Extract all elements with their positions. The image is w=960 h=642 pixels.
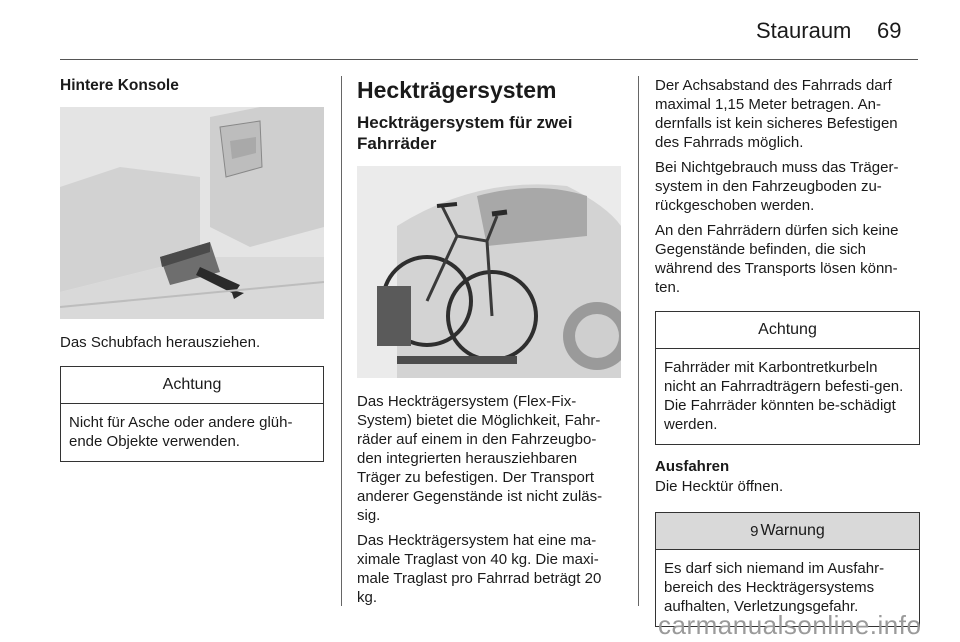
- caution-box: [60, 366, 324, 462]
- caution-title: Achtung: [61, 367, 323, 404]
- extend-subheading: Ausfahren: [655, 458, 730, 475]
- carrier-description: Das Heckträgersystem (Flex-Fix-System) bietet die Möglichkeit, Fahr-räder auf einem in den Fahrzeugbo-den integrierten herausziehbaren Träger zu befestigen. Der Transport anderer Gegenstände ist nicht zuläs-sig.: [357, 393, 603, 524]
- warning-triangle-icon: 9: [750, 522, 759, 540]
- rear-console-drawer-image: [60, 107, 324, 319]
- column-1: [60, 76, 324, 462]
- two-bike-carrier-subheading: Heckträgersystem für zwei Fahrräder: [357, 113, 573, 153]
- caution-text: Fahrräder mit Karbontretkurbeln nicht an Fahrradträgern befesti-gen. Die Fahrräder könnten be-schädigt werden.: [664, 359, 904, 433]
- warning-text: Es darf sich niemand im Ausfahr-bereich des Heckträgersystems aufhalten, Verletzungsgefahr.: [664, 560, 885, 615]
- warning-title: Warnung: [760, 522, 825, 539]
- page-header-title: Stauraum: [756, 18, 852, 43]
- warning-header: [656, 513, 919, 550]
- axle-distance-text: Der Achsabstand des Fahrrads darf maximal 1,15 Meter betragen. An-dernfalls ist kein sicheres Befestigen des Fahrrads möglich.: [655, 77, 898, 151]
- loose-objects-text: An den Fahrrädern dürfen sich keine Gegenstände befinden, die sich während des Transports lösen könn-ten.: [655, 222, 899, 296]
- header-rule: [60, 59, 918, 60]
- drawer-caption: Das Schubfach herausziehen.: [60, 334, 261, 351]
- caution-box-carbon: [655, 311, 920, 445]
- column-divider-2: [638, 76, 639, 606]
- caution-title: Achtung: [656, 312, 919, 349]
- bike-carrier-image: [357, 166, 621, 378]
- watermark: carmanualsonline.info: [658, 610, 922, 640]
- page-number: 69: [877, 18, 902, 43]
- non-use-text: Bei Nichtgebrauch muss das Träger-system in den Fahrzeugboden zu-rückgeschoben werden.: [655, 159, 899, 214]
- open-tailgate-instruction: Die Hecktür öffnen.: [655, 478, 784, 495]
- rear-console-heading: Hintere Konsole: [60, 77, 179, 94]
- column-2: [357, 76, 621, 607]
- column-divider-1: [341, 76, 342, 606]
- rear-carrier-heading: Heckträgersystem: [357, 77, 557, 103]
- column-3: [655, 76, 920, 627]
- carrier-load-limit: Das Heckträgersystem hat eine ma-ximale Traglast von 40 kg. Die maxi-male Traglast pro Fahrrad beträgt 20 kg.: [357, 532, 602, 606]
- caution-text: Nicht für Asche oder andere glüh-ende Objekte verwenden.: [69, 414, 293, 450]
